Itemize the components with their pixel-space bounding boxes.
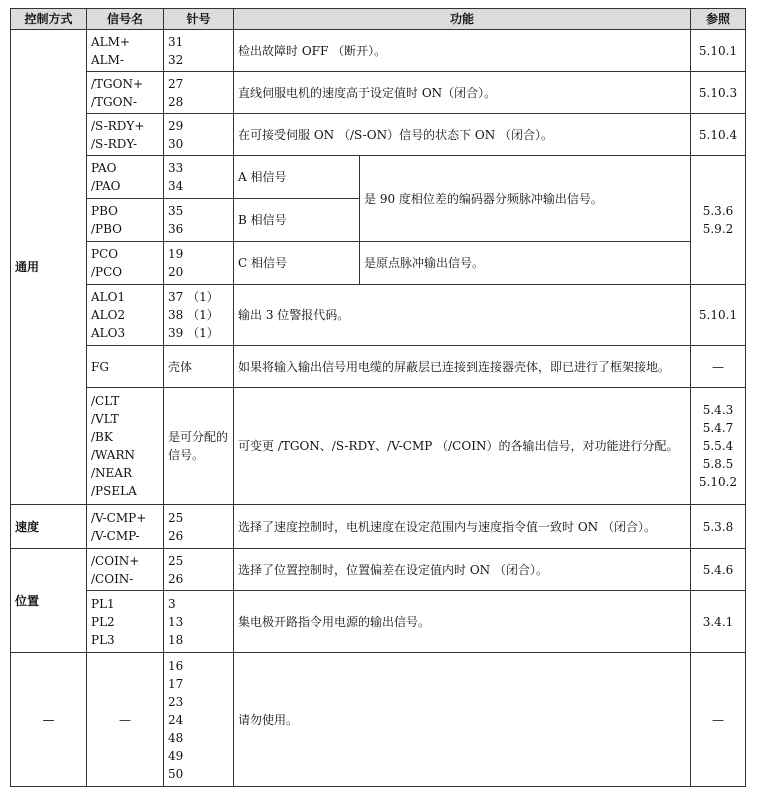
pin-cell: 25 26: [164, 549, 234, 591]
pin-cell: 31 32: [164, 30, 234, 72]
header-mode: 控制方式: [11, 9, 87, 30]
pin-cell: 是可分配的信号。: [164, 388, 234, 505]
function-cell: 在可接受伺服 ON （/S-ON）信号的状态下 ON （闭合）。: [234, 114, 691, 156]
table-row: [11, 653, 746, 787]
function-cell: 选择了位置控制时，位置偏差在设定值内时 ON （闭合）。: [234, 549, 691, 591]
mode-general: 通用: [11, 30, 87, 505]
table-row: [11, 114, 746, 156]
function-cell: 如果将输入输出信号用电缆的屏蔽层已连接到连接器壳体，即已进行了框架接地。: [234, 346, 691, 388]
pin-cell: 35 36: [164, 199, 234, 242]
table-row: [11, 285, 746, 346]
signal-cell: PAO /PAO: [87, 156, 164, 199]
function-cell: 请勿使用。: [234, 653, 691, 787]
function-cell: 是原点脉冲输出信号。: [360, 242, 691, 285]
sub-function-cell: A 相信号: [234, 156, 360, 199]
function-cell: 可变更 /TGON、/S-RDY、/V-CMP （/COIN）的各输出信号，对功能进行分配。: [234, 388, 691, 505]
header-function: 功能: [234, 9, 691, 30]
mode-position: 位置: [11, 549, 87, 653]
pin-cell: 16 17 23 24 48 49 50: [164, 653, 234, 787]
signal-cell: /CLT /VLT /BK /WARN /NEAR /PSELA: [87, 388, 164, 505]
table-row: [11, 72, 746, 114]
table-row: [11, 549, 746, 591]
ref-cell: —: [691, 653, 746, 787]
ref-cell: 5.4.6: [691, 549, 746, 591]
signal-cell: PBO /PBO: [87, 199, 164, 242]
signal-cell: PL1 PL2 PL3: [87, 591, 164, 653]
pin-cell: 37 （1） 38 （1） 39 （1）: [164, 285, 234, 346]
signal-cell: —: [87, 653, 164, 787]
sub-function-cell: C 相信号: [234, 242, 360, 285]
signal-table-container: [10, 8, 746, 787]
signal-cell: FG: [87, 346, 164, 388]
pin-cell: 33 34: [164, 156, 234, 199]
function-cell: 集电极开路指令用电源的输出信号。: [234, 591, 691, 653]
pin-cell: 29 30: [164, 114, 234, 156]
table-row: [11, 156, 746, 199]
pin-cell: 3 13 18: [164, 591, 234, 653]
signal-cell: /S-RDY+ /S-RDY-: [87, 114, 164, 156]
ref-cell: 5.3.6 5.9.2: [691, 156, 746, 285]
pin-cell: 19 20: [164, 242, 234, 285]
table-row: [11, 30, 746, 72]
signal-cell: /V-CMP+ /V-CMP-: [87, 505, 164, 549]
header-signal: 信号名: [87, 9, 164, 30]
ref-cell: 3.4.1: [691, 591, 746, 653]
mode-speed: 速度: [11, 505, 87, 549]
pin-cell: 25 26: [164, 505, 234, 549]
function-cell: 检出故障时 OFF （断开）。: [234, 30, 691, 72]
table-header-row: [11, 9, 746, 30]
ref-cell: —: [691, 346, 746, 388]
ref-cell: 5.10.1: [691, 285, 746, 346]
ref-cell: 5.4.3 5.4.7 5.5.4 5.8.5 5.10.2: [691, 388, 746, 505]
signal-cell: PCO /PCO: [87, 242, 164, 285]
signal-cell: /TGON+ /TGON-: [87, 72, 164, 114]
signal-cell: /COIN+ /COIN-: [87, 549, 164, 591]
header-ref: 参照: [691, 9, 746, 30]
output-signal-table: [10, 8, 746, 787]
table-row: [11, 505, 746, 549]
ref-cell: 5.10.4: [691, 114, 746, 156]
ref-cell: 5.3.8: [691, 505, 746, 549]
ref-cell: 5.10.1: [691, 30, 746, 72]
table-row: [11, 242, 746, 285]
table-row: [11, 591, 746, 653]
signal-cell: ALM+ ALM-: [87, 30, 164, 72]
sub-function-cell: B 相信号: [234, 199, 360, 242]
header-pin: 针号: [164, 9, 234, 30]
function-cell: 选择了速度控制时，电机速度在设定范围内与速度指令值一致时 ON （闭合）。: [234, 505, 691, 549]
table-row: [11, 346, 746, 388]
mode-none: —: [11, 653, 87, 787]
function-cell: 直线伺服电机的速度高于设定值时 ON（闭合）。: [234, 72, 691, 114]
pin-cell: 27 28: [164, 72, 234, 114]
function-cell: 是 90 度相位差的编码器分频脉冲输出信号。: [360, 156, 691, 242]
ref-cell: 5.10.3: [691, 72, 746, 114]
pin-cell: 壳体: [164, 346, 234, 388]
function-cell: 输出 3 位警报代码。: [234, 285, 691, 346]
signal-cell: ALO1 ALO2 ALO3: [87, 285, 164, 346]
table-row: [11, 388, 746, 505]
